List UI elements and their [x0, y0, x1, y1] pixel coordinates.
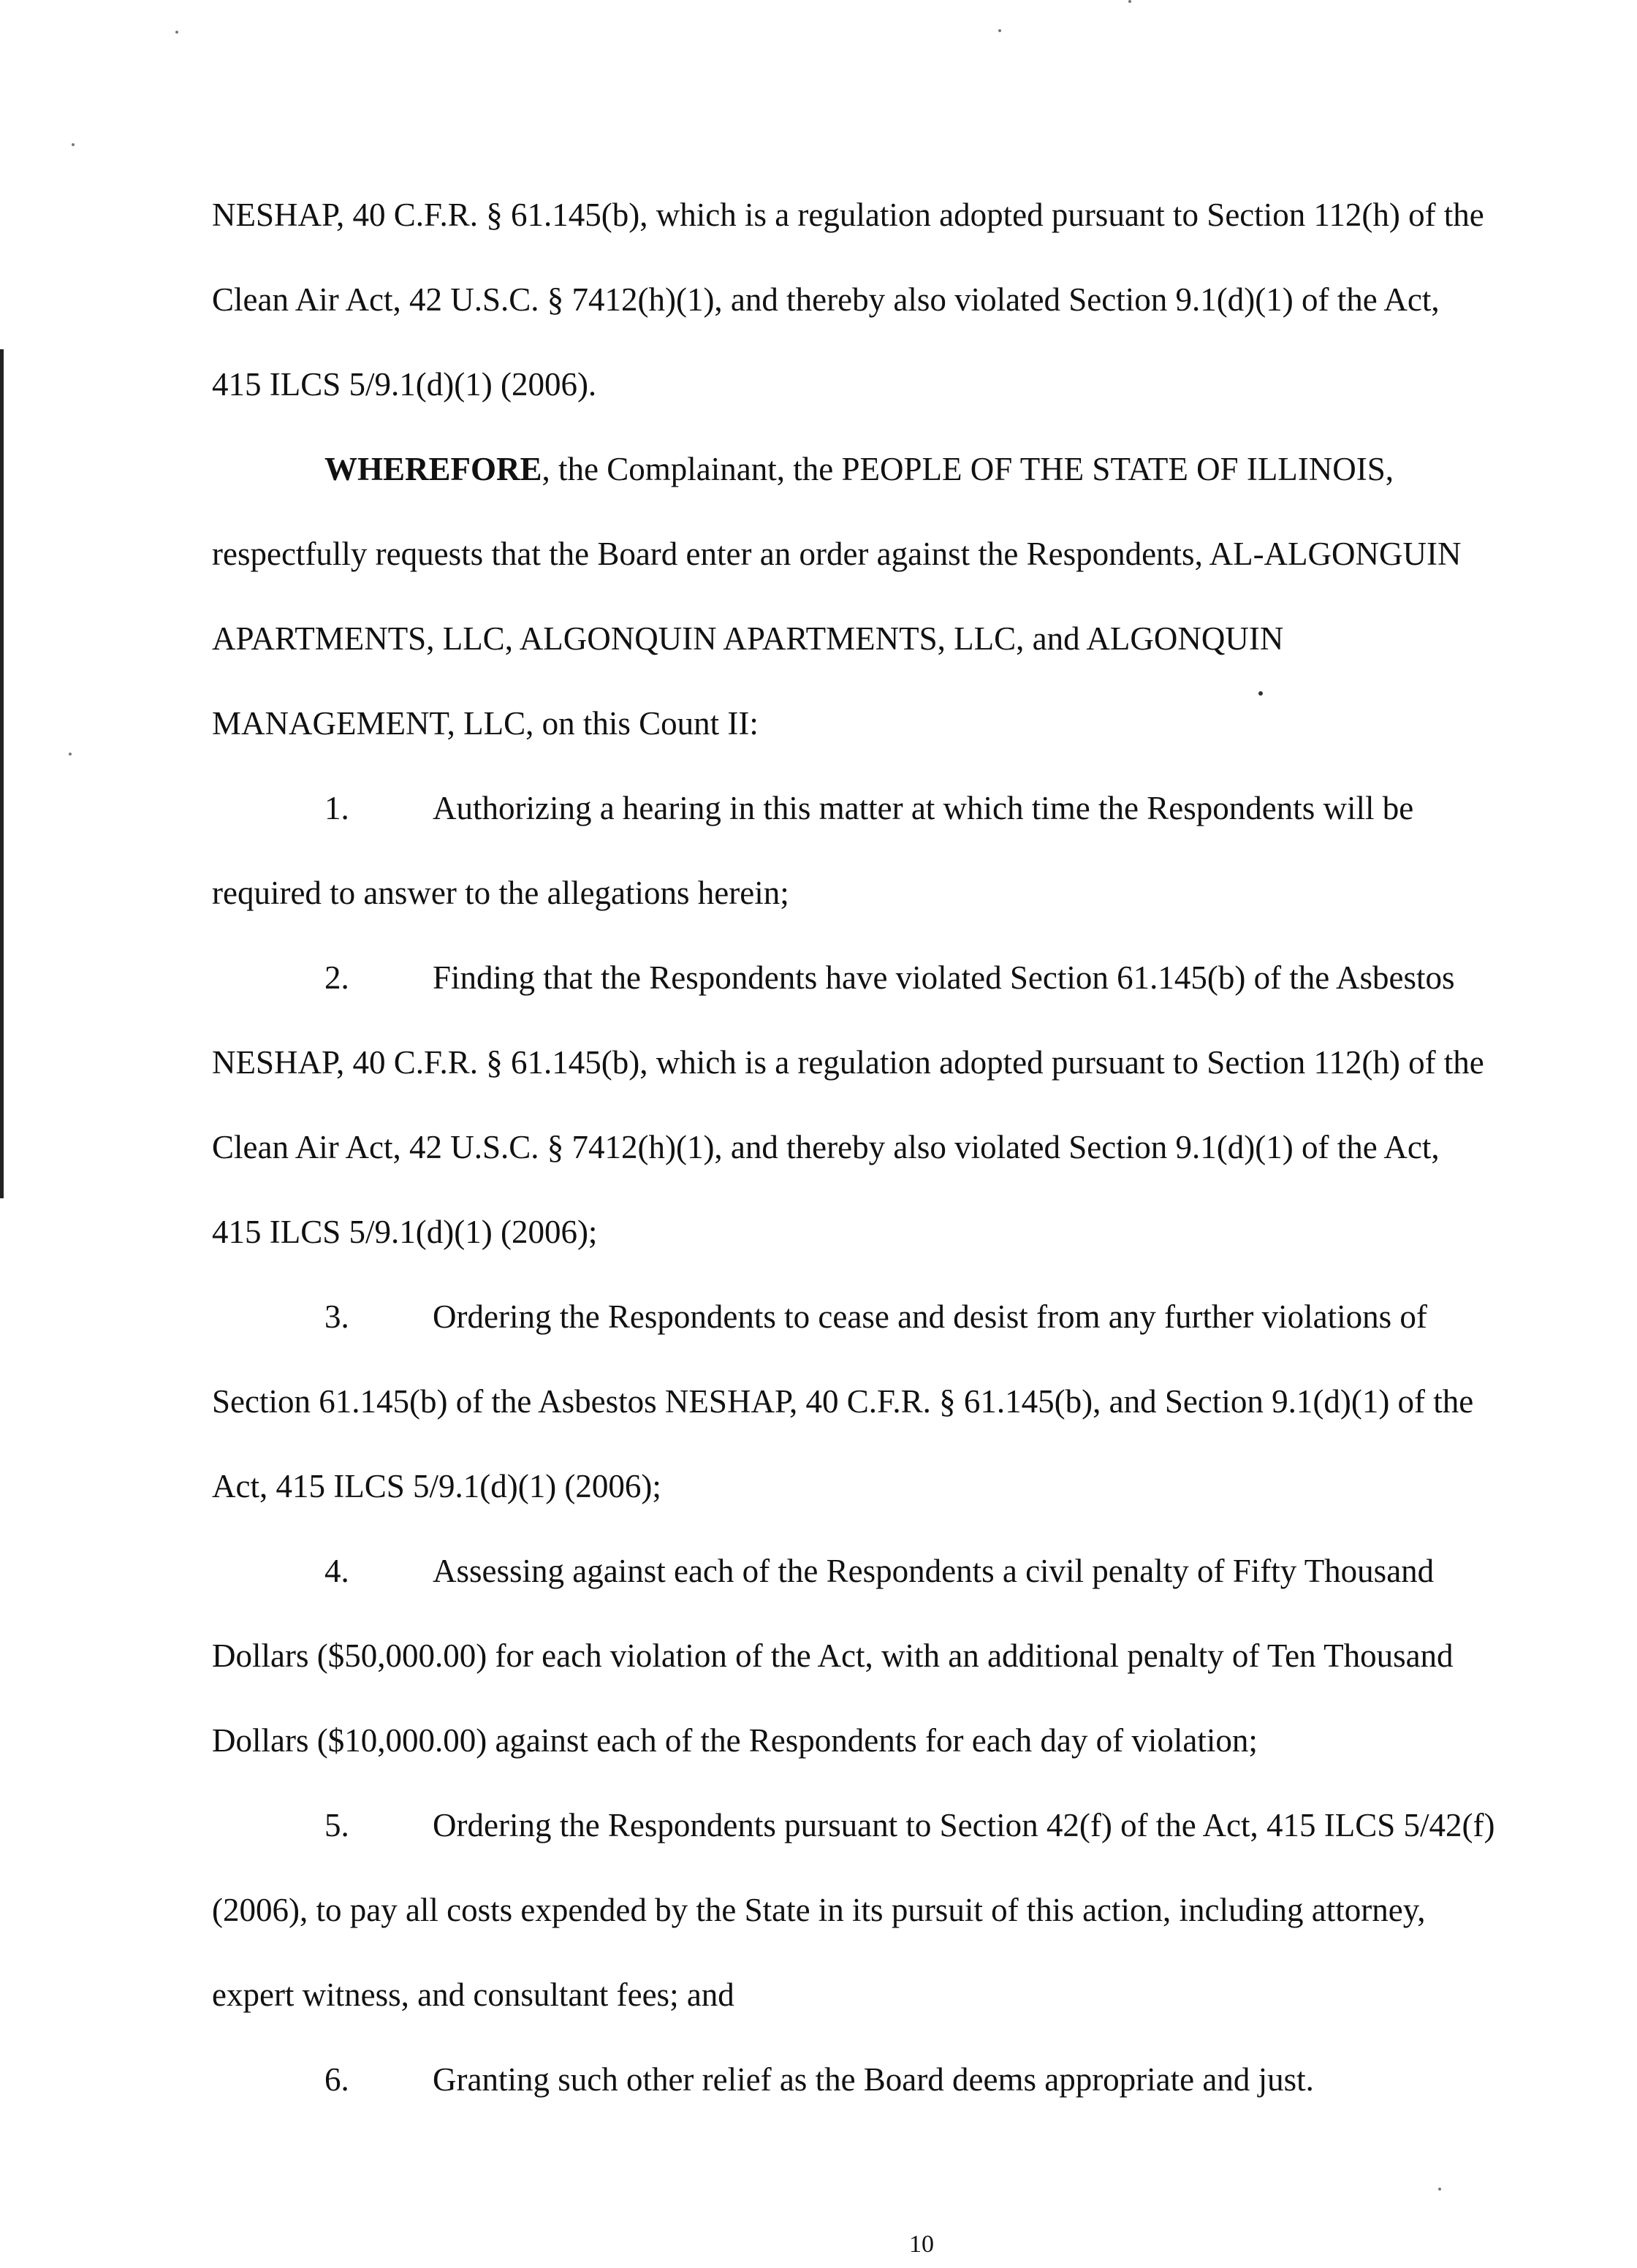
- list-item-number: 2.: [324, 959, 349, 996]
- wherefore-line: respectfully requests that the Board enter an order against the Respondents, AL-ALGONGUIN: [212, 536, 1462, 572]
- scan-speck: [1438, 2188, 1441, 2191]
- wherefore-lead: WHEREFORE: [324, 451, 542, 487]
- list-item-number: 3.: [324, 1298, 349, 1335]
- wherefore-first-line: [324, 447, 1394, 491]
- list-item-number: 4.: [324, 1553, 349, 1589]
- list-item-line: Assessing against each of the Respondents a civil penalty of Fifty Thousand: [433, 1553, 1435, 1589]
- list-item-line: Finding that the Respondents have violated Section 61.145(b) of the Asbestos: [433, 959, 1455, 996]
- list-item-line: Clean Air Act, 42 U.S.C. § 7412(h)(1), and thereby also violated Section 9.1(d)(1) of the Act,: [212, 1129, 1440, 1165]
- list-item-line: Authorizing a hearing in this matter at which time the Respondents will be: [433, 790, 1414, 826]
- list-item-line: Granting such other relief as the Board deems appropriate and just.: [433, 2061, 1314, 2098]
- document-line: Clean Air Act, 42 U.S.C. § 7412(h)(1), and thereby also violated Section 9.1(d)(1) of the Act,: [212, 281, 1440, 318]
- scan-speck: [175, 31, 178, 34]
- list-item-number: 1.: [324, 790, 349, 826]
- list-item-line: Dollars ($10,000.00) against each of the Respondents for each day of violation;: [212, 1722, 1258, 1759]
- list-item-line: Dollars ($50,000.00) for each violation of the Act, with an additional penalty of Ten Thousand: [212, 1637, 1454, 1674]
- scan-speck: [998, 29, 1001, 32]
- list-item-line: Ordering the Respondents to cease and desist from any further violations of: [433, 1298, 1427, 1335]
- list-item-line: expert witness, and consultant fees; and: [212, 1976, 734, 2013]
- document-line: NESHAP, 40 C.F.R. § 61.145(b), which is a regulation adopted pursuant to Section 112(h) of the: [212, 197, 1484, 233]
- list-item-number: 5.: [324, 1807, 349, 1843]
- list-item-line: required to answer to the allegations herein;: [212, 875, 789, 911]
- wherefore-line: APARTMENTS, LLC, ALGONQUIN APARTMENTS, LLC, and ALGONQUIN: [212, 620, 1284, 657]
- list-item-line: (2006), to pay all costs expended by the State in its pursuit of this action, including attorney,: [212, 1892, 1426, 1928]
- list-item-line: Act, 415 ILCS 5/9.1(d)(1) (2006);: [212, 1468, 661, 1504]
- scan-speck: [1128, 0, 1131, 3]
- page-number: 10: [909, 2231, 934, 2258]
- list-item-line: Ordering the Respondents pursuant to Section 42(f) of the Act, 415 ILCS 5/42(f): [433, 1807, 1495, 1843]
- list-item-line: 415 ILCS 5/9.1(d)(1) (2006);: [212, 1214, 598, 1250]
- scan-speck: [72, 143, 75, 146]
- list-item-number: 6.: [324, 2061, 349, 2098]
- wherefore-line: MANAGEMENT, LLC, on this Count II:: [212, 705, 759, 742]
- scan-speck: [1258, 691, 1263, 696]
- scan-speck: [69, 753, 72, 756]
- list-item-line: NESHAP, 40 C.F.R. § 61.145(b), which is a regulation adopted pursuant to Section 112(h) of the: [212, 1044, 1484, 1081]
- document-line: 415 ILCS 5/9.1(d)(1) (2006).: [212, 366, 597, 403]
- margin-change-bar: [0, 349, 4, 1198]
- list-item-line: Section 61.145(b) of the Asbestos NESHAP, 40 C.F.R. § 61.145(b), and Section 9.1(d)(1) of the: [212, 1383, 1474, 1420]
- wherefore-first-line-text: , the Complainant, the PEOPLE OF THE STATE OF ILLINOIS,: [542, 451, 1394, 487]
